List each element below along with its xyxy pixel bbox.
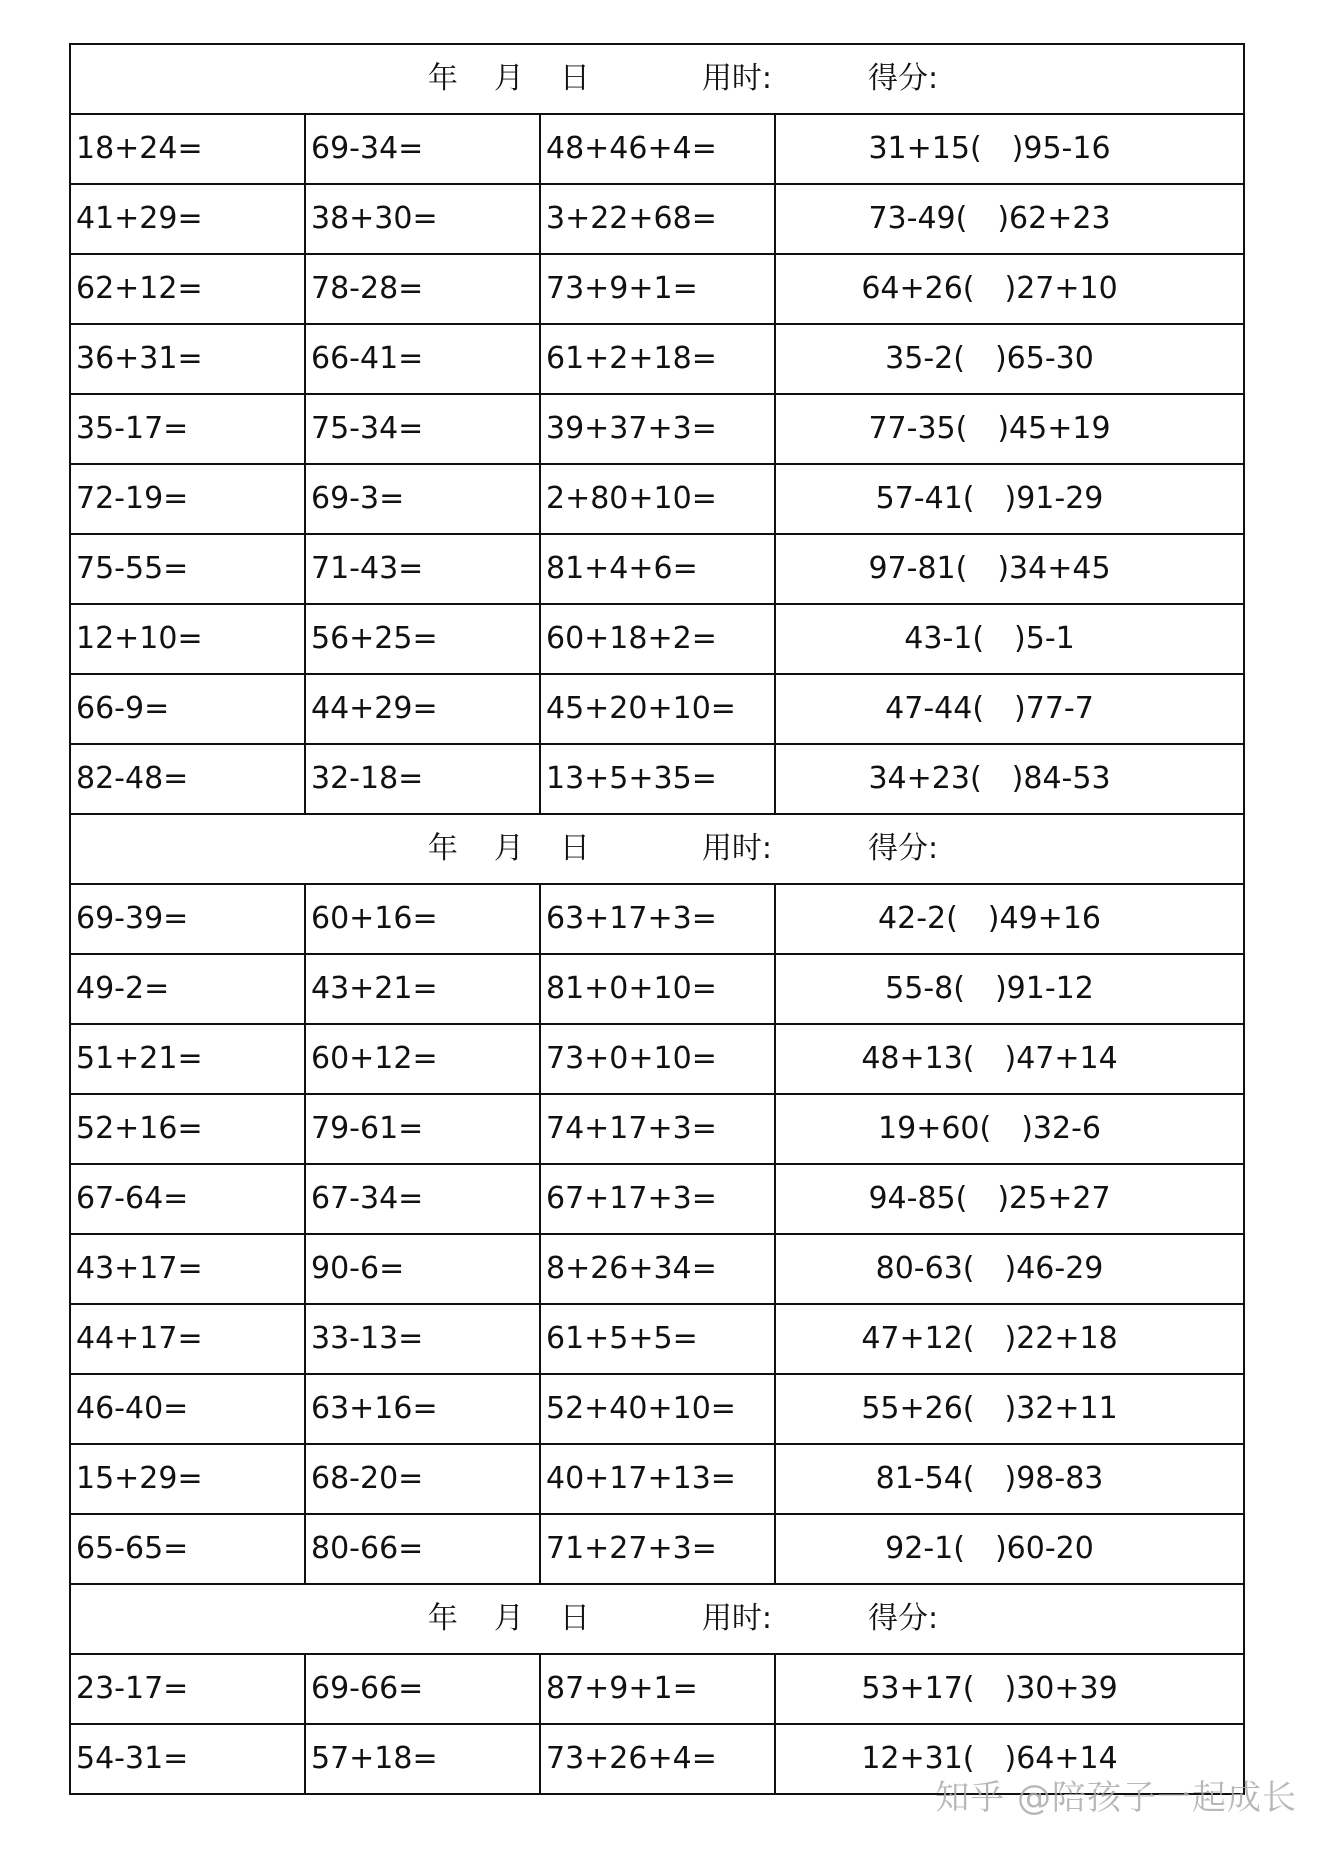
comparison-problem: 43-1( )5-1: [775, 604, 1244, 674]
date-day-label: 日: [559, 1601, 590, 1636]
problem-row: [70, 1164, 1244, 1234]
comparison-problem: 97-81( )34+45: [775, 534, 1244, 604]
watermark: 知乎 @陪孩子一起成长: [935, 1778, 1297, 1818]
arithmetic-problem: 44+29=: [305, 674, 540, 744]
time-used-label: 用时:: [701, 61, 773, 96]
time-used-label: 用时:: [701, 1601, 773, 1636]
arithmetic-problem: 44+17=: [70, 1304, 305, 1374]
problem-row: [70, 464, 1244, 534]
arithmetic-problem: 41+29=: [70, 184, 305, 254]
score-label: 得分:: [868, 831, 939, 866]
arithmetic-problem: 48+46+4=: [540, 114, 775, 184]
problem-row: [70, 744, 1244, 814]
arithmetic-problem: 81+0+10=: [540, 954, 775, 1024]
arithmetic-problem: 73+0+10=: [540, 1024, 775, 1094]
problem-row: [70, 1234, 1244, 1304]
arithmetic-problem: 62+12=: [70, 254, 305, 324]
arithmetic-problem: 73+26+4=: [540, 1724, 775, 1794]
problem-row: [70, 1514, 1244, 1584]
date-month-label: 月: [493, 831, 524, 866]
date-month-label: 月: [493, 61, 524, 96]
arithmetic-problem: 69-66=: [305, 1654, 540, 1724]
arithmetic-problem: 51+21=: [70, 1024, 305, 1094]
arithmetic-problem: 60+16=: [305, 884, 540, 954]
arithmetic-problem: 80-66=: [305, 1514, 540, 1584]
arithmetic-problem: 65-65=: [70, 1514, 305, 1584]
comparison-problem: 48+13( )47+14: [775, 1024, 1244, 1094]
header-cell: [70, 814, 1244, 884]
arithmetic-problem: 67-34=: [305, 1164, 540, 1234]
arithmetic-problem: 12+10=: [70, 604, 305, 674]
problem-row: [70, 1094, 1244, 1164]
problem-row: [70, 254, 1244, 324]
arithmetic-problem: 61+2+18=: [540, 324, 775, 394]
arithmetic-problem: 2+80+10=: [540, 464, 775, 534]
comparison-problem: 94-85( )25+27: [775, 1164, 1244, 1234]
comparison-problem: 64+26( )27+10: [775, 254, 1244, 324]
arithmetic-problem: 45+20+10=: [540, 674, 775, 744]
comparison-problem: 42-2( )49+16: [775, 884, 1244, 954]
arithmetic-problem: 36+31=: [70, 324, 305, 394]
arithmetic-problem: 73+9+1=: [540, 254, 775, 324]
arithmetic-problem: 75-55=: [70, 534, 305, 604]
header-cell: [70, 44, 1244, 114]
arithmetic-problem: 13+5+35=: [540, 744, 775, 814]
problem-row: [70, 1374, 1244, 1444]
arithmetic-problem: 57+18=: [305, 1724, 540, 1794]
arithmetic-problem: 43+17=: [70, 1234, 305, 1304]
date-month-label: 月: [493, 1601, 524, 1636]
arithmetic-problem: 43+21=: [305, 954, 540, 1024]
problem-row: [70, 954, 1244, 1024]
problem-row: [70, 604, 1244, 674]
arithmetic-problem: 18+24=: [70, 114, 305, 184]
comparison-problem: 81-54( )98-83: [775, 1444, 1244, 1514]
arithmetic-problem: 15+29=: [70, 1444, 305, 1514]
problem-row: [70, 534, 1244, 604]
comparison-problem: 77-35( )45+19: [775, 394, 1244, 464]
header-row: [70, 814, 1244, 884]
problem-row: [70, 1304, 1244, 1374]
arithmetic-problem: 40+17+13=: [540, 1444, 775, 1514]
date-year-label: 年: [427, 1601, 458, 1636]
arithmetic-problem: 49-2=: [70, 954, 305, 1024]
comparison-problem: 12+31( )64+14: [775, 1724, 1244, 1794]
arithmetic-problem: 39+37+3=: [540, 394, 775, 464]
arithmetic-problem: 74+17+3=: [540, 1094, 775, 1164]
date-day-label: 日: [559, 61, 590, 96]
date-day-label: 日: [559, 831, 590, 866]
problem-row: [70, 114, 1244, 184]
date-year-label: 年: [427, 61, 458, 96]
arithmetic-problem: 60+12=: [305, 1024, 540, 1094]
score-label: 得分:: [868, 1601, 939, 1636]
header-row: [70, 44, 1244, 114]
arithmetic-problem: 75-34=: [305, 394, 540, 464]
arithmetic-problem: 69-3=: [305, 464, 540, 534]
arithmetic-problem: 87+9+1=: [540, 1654, 775, 1724]
arithmetic-problem: 81+4+6=: [540, 534, 775, 604]
arithmetic-problem: 60+18+2=: [540, 604, 775, 674]
header-cell: [70, 1584, 1244, 1654]
arithmetic-problem: 69-39=: [70, 884, 305, 954]
header-row: [70, 1584, 1244, 1654]
worksheet-table: [69, 43, 1245, 1795]
arithmetic-problem: 32-18=: [305, 744, 540, 814]
arithmetic-problem: 71+27+3=: [540, 1514, 775, 1584]
comparison-problem: 73-49( )62+23: [775, 184, 1244, 254]
arithmetic-problem: 78-28=: [305, 254, 540, 324]
comparison-problem: 47-44( )77-7: [775, 674, 1244, 744]
problem-row: [70, 394, 1244, 464]
arithmetic-problem: 79-61=: [305, 1094, 540, 1164]
comparison-problem: 57-41( )91-29: [775, 464, 1244, 534]
comparison-problem: 47+12( )22+18: [775, 1304, 1244, 1374]
arithmetic-problem: 38+30=: [305, 184, 540, 254]
arithmetic-problem: 68-20=: [305, 1444, 540, 1514]
arithmetic-problem: 56+25=: [305, 604, 540, 674]
arithmetic-problem: 35-17=: [70, 394, 305, 464]
arithmetic-problem: 8+26+34=: [540, 1234, 775, 1304]
arithmetic-problem: 54-31=: [70, 1724, 305, 1794]
comparison-problem: 92-1( )60-20: [775, 1514, 1244, 1584]
arithmetic-problem: 82-48=: [70, 744, 305, 814]
arithmetic-problem: 69-34=: [305, 114, 540, 184]
arithmetic-problem: 71-43=: [305, 534, 540, 604]
arithmetic-problem: 67-64=: [70, 1164, 305, 1234]
arithmetic-problem: 3+22+68=: [540, 184, 775, 254]
comparison-problem: 55+26( )32+11: [775, 1374, 1244, 1444]
problem-row: [70, 884, 1244, 954]
arithmetic-problem: 46-40=: [70, 1374, 305, 1444]
arithmetic-problem: 72-19=: [70, 464, 305, 534]
arithmetic-problem: 63+16=: [305, 1374, 540, 1444]
problem-row: [70, 1444, 1244, 1514]
arithmetic-problem: 61+5+5=: [540, 1304, 775, 1374]
comparison-problem: 34+23( )84-53: [775, 744, 1244, 814]
comparison-problem: 55-8( )91-12: [775, 954, 1244, 1024]
problem-row: [70, 674, 1244, 744]
problem-row: [70, 1024, 1244, 1094]
score-label: 得分:: [868, 61, 939, 96]
problem-row: [70, 324, 1244, 394]
arithmetic-problem: 52+16=: [70, 1094, 305, 1164]
problem-row: [70, 1654, 1244, 1724]
arithmetic-problem: 52+40+10=: [540, 1374, 775, 1444]
date-year-label: 年: [427, 831, 458, 866]
arithmetic-problem: 66-9=: [70, 674, 305, 744]
problem-row: [70, 184, 1244, 254]
time-used-label: 用时:: [701, 831, 773, 866]
arithmetic-problem: 23-17=: [70, 1654, 305, 1724]
comparison-problem: 53+17( )30+39: [775, 1654, 1244, 1724]
arithmetic-problem: 63+17+3=: [540, 884, 775, 954]
arithmetic-problem: 90-6=: [305, 1234, 540, 1304]
comparison-problem: 35-2( )65-30: [775, 324, 1244, 394]
comparison-problem: 19+60( )32-6: [775, 1094, 1244, 1164]
arithmetic-problem: 33-13=: [305, 1304, 540, 1374]
comparison-problem: 80-63( )46-29: [775, 1234, 1244, 1304]
arithmetic-problem: 66-41=: [305, 324, 540, 394]
comparison-problem: 31+15( )95-16: [775, 114, 1244, 184]
arithmetic-problem: 67+17+3=: [540, 1164, 775, 1234]
